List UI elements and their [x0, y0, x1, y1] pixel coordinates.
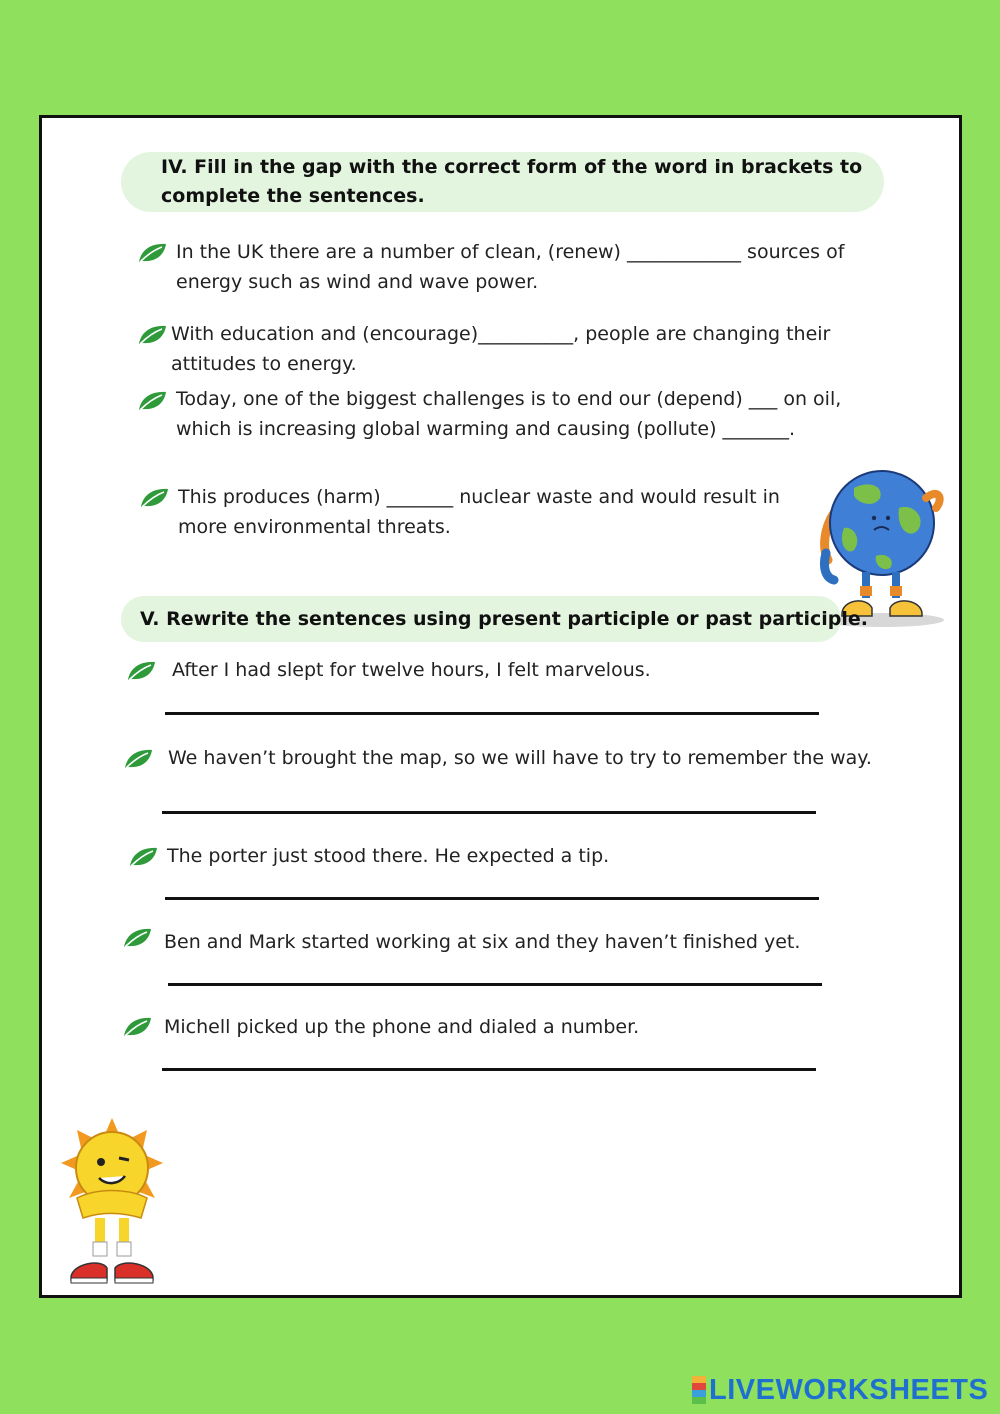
leaf-icon [137, 390, 167, 412]
leaf-icon [128, 846, 158, 868]
section-5-heading [121, 596, 869, 642]
leaf-icon [137, 242, 167, 264]
answer-line-1[interactable] [165, 712, 819, 715]
rewrite-item-4: Ben and Mark started working at six and they haven’t finished yet. [164, 931, 801, 953]
leaf-icon [137, 324, 167, 346]
fill-gap-item-3: Today, one of the biggest challenges is to end our (depend) ___ on oil, which is increasing global warming and causing (pollute) _______. [176, 388, 842, 440]
leaf-icon [139, 487, 169, 509]
liveworksheets-brand: LIVEWORKSHEETS [709, 1373, 989, 1406]
rewrite-item-3: The porter just stood there. He expected a tip. [167, 845, 610, 867]
answer-line-2[interactable] [162, 811, 816, 814]
worksheet-page [39, 115, 962, 1298]
answer-line-5[interactable] [162, 1068, 816, 1071]
fill-gap-item-4: This produces (harm) _______ nuclear waste and would result in more environmental threats. [178, 486, 780, 538]
leaf-icon [122, 1016, 152, 1038]
sun-mascot-icon [57, 1118, 167, 1288]
fill-gap-item-1: In the UK there are a number of clean, (renew) ____________ sources of energy such as wind and wave power. [176, 241, 845, 293]
answer-line-4[interactable] [168, 983, 822, 986]
liveworksheets-badge-icon [692, 1376, 706, 1404]
fill-gap-item-2: With education and (encourage)__________, people are changing their attitudes to energy. [171, 323, 831, 375]
leaf-icon [126, 660, 156, 682]
rewrite-item-1: After I had slept for twelve hours, I felt marvelous. [172, 659, 651, 681]
rewrite-item-2: We haven’t brought the map, so we will have to try to remember the way. [168, 747, 872, 769]
answer-line-3[interactable] [165, 897, 819, 900]
section-5-heading-text: V. Rewrite the sentences using present participle or past participle. [140, 608, 869, 630]
liveworksheets-logo [692, 1372, 988, 1408]
leaf-icon [123, 748, 153, 770]
section-4-heading-text: IV. Fill in the gap with the correct form of the word in brackets to complete the sentences. [161, 156, 863, 207]
rewrite-item-5: Michell picked up the phone and dialed a number. [164, 1016, 640, 1038]
section-4-heading [121, 152, 884, 212]
leaf-icon [122, 927, 152, 949]
